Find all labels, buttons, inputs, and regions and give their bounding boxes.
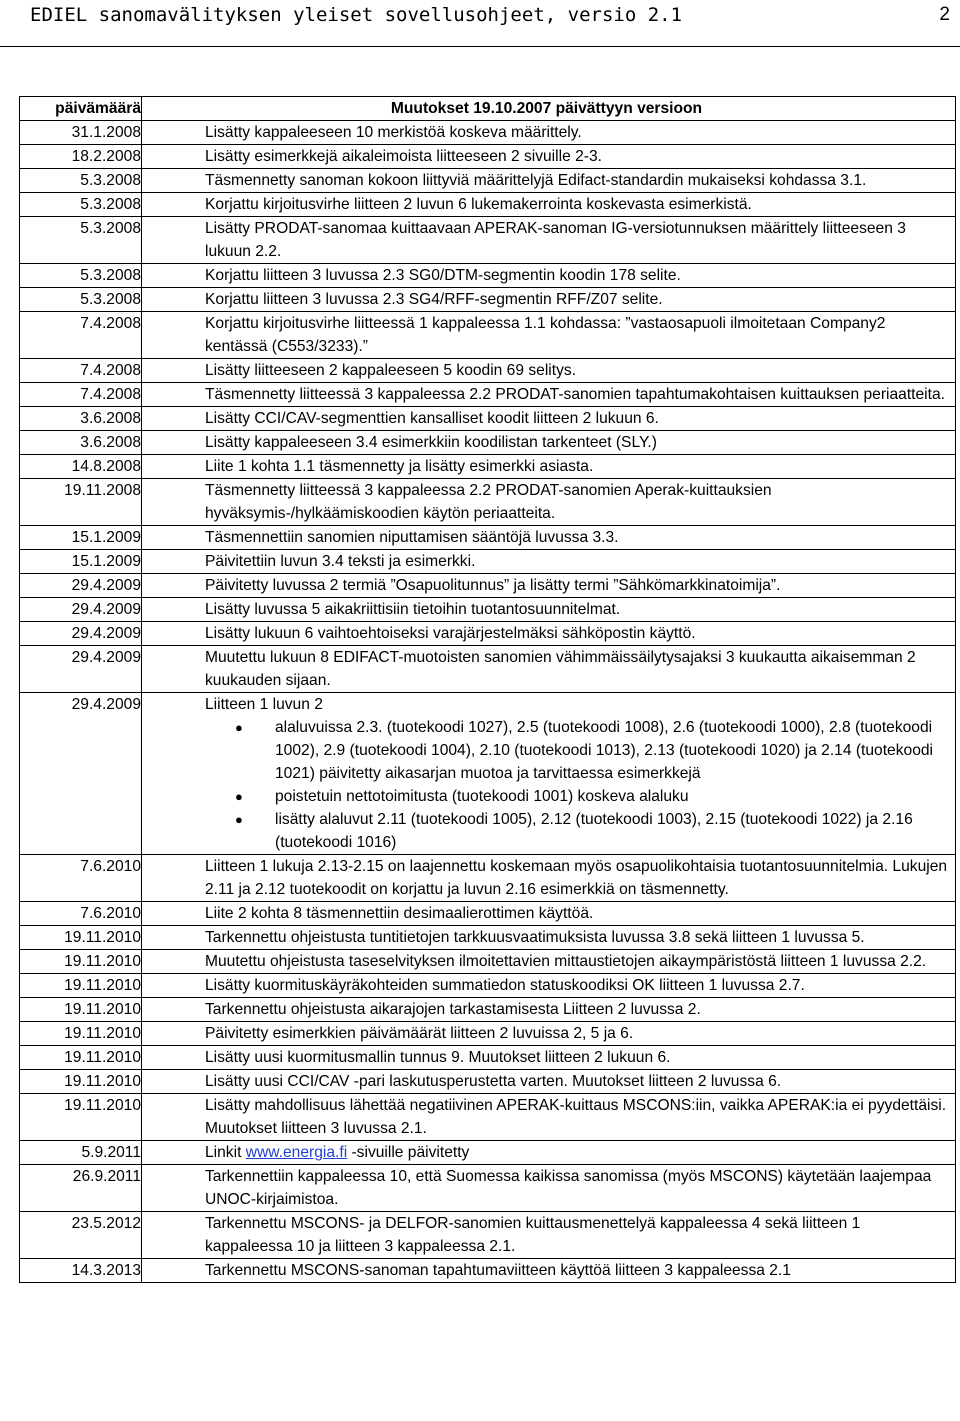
row-description: Liite 1 kohta 1.1 täsmennetty ja lisätty esimerkki asiasta. — [205, 458, 594, 475]
row-description: Tarkennettu MSCONS-sanoman tapahtumaviitteen käyttöä liitteen 3 kappaleessa 2.1 — [205, 1262, 791, 1279]
row-date: 19.11.2008 — [20, 479, 142, 525]
row-description: Muutettu ohjeistusta taseselvityksen ilmoitettavien mittaustietojen aikaympäristöstä liitteen 1 luvussa 2.2. — [205, 953, 927, 970]
row-date: 19.11.2010 — [20, 926, 142, 949]
row-description: Tarkennettiin kappaleessa 10, että Suomessa kaikissa sanomissa (myös MSCONS) käytetään laajempaa UNOC-kirjaimistoa. — [205, 1168, 932, 1208]
row-description: Lisätty PRODAT-sanomaa kuittaavaan APERAK-sanoman IG-versiotunnuksen määrittely liitteeseen 3 lukuun 2.2. — [205, 220, 906, 260]
table-row — [20, 926, 955, 950]
row-date: 5.3.2008 — [20, 288, 142, 311]
row-description: Liitteen 1 lukuja 2.13-2.15 on laajennettu koskemaan myös osapuolikohtaisia tuotantosuunnitelmia. Lukujen 2.11 ja 2.12 tuotekoodit on korjattu ja luvun 2.16 esimerkkiä on täsmennetty. — [205, 858, 948, 898]
page-header — [0, 0, 960, 47]
table-row — [20, 526, 955, 550]
row-description — [142, 693, 955, 854]
table-row — [20, 1094, 955, 1141]
row-description: Täsmennettiin sanomien niputtamisen sääntöjä luvussa 3.3. — [205, 529, 619, 546]
table-row — [20, 950, 955, 974]
row-description: Korjattu liitteen 3 luvussa 2.3 SG4/RFF-segmentin RFF/Z07 selite. — [205, 291, 663, 308]
row-date: 23.5.2012 — [20, 1212, 142, 1258]
row-date: 7.6.2010 — [20, 902, 142, 925]
row-date: 29.4.2009 — [20, 622, 142, 645]
bullet-list — [205, 716, 951, 854]
table-body-1 — [20, 121, 955, 693]
row-date: 19.11.2010 — [20, 974, 142, 997]
row-description: Tarkennettu ohjeistusta aikarajojen tarkastamisesta Liitteen 2 luvussa 2. — [205, 1001, 701, 1018]
table-row — [20, 145, 955, 169]
table-row — [20, 264, 955, 288]
link-prefix-text: Linkit — [205, 1144, 246, 1161]
row-description: Korjattu kirjoitusvirhe liitteen 2 luvun 6 lukemakerrointa koskevasta esimerkistä. — [205, 196, 752, 213]
table-row — [20, 598, 955, 622]
column-header-date: päivämäärä — [20, 97, 142, 120]
table-body-3 — [20, 1165, 955, 1283]
table-row — [20, 217, 955, 264]
row-description: Lisätty uusi kuormitusmallin tunnus 9. Muutokset liitteen 2 lukuun 6. — [205, 1049, 671, 1066]
row-date: 19.11.2010 — [20, 1046, 142, 1069]
table-row — [20, 974, 955, 998]
row-date: 31.1.2008 — [20, 121, 142, 144]
row-date: 18.2.2008 — [20, 145, 142, 168]
table-row — [20, 169, 955, 193]
table-row — [20, 1259, 955, 1283]
table-row — [20, 902, 955, 926]
table-row — [20, 574, 955, 598]
list-item: ● lisätty alaluvut 2.11 (tuotekoodi 1005), 2.12 (tuotekoodi 1003), 2.15 (tuotekoodi 1022) ja 2.16 (tuotekoodi 1016) — [205, 808, 951, 854]
table-row — [20, 1141, 955, 1165]
row-description: Lisätty luvussa 5 aikakriittisiin tietoihin tuotantosuunnitelmat. — [205, 601, 621, 618]
row-date: 5.3.2008 — [20, 264, 142, 287]
row-description: Lisätty uusi CCI/CAV -pari laskutusperustetta varten. Muutokset liitteen 2 luvussa 6. — [205, 1073, 782, 1090]
energia-link[interactable]: www.energia.fi — [245, 1144, 348, 1161]
table-row — [20, 455, 955, 479]
row-description: Täsmennetty liitteessä 3 kappaleessa 2.2 PRODAT-sanomien Aperak-kuittauksien hyväksymis-/hylkäämiskoodien käytön periaatteita. — [205, 482, 772, 522]
row-date: 29.4.2009 — [20, 646, 142, 692]
table-row — [20, 288, 955, 312]
row-description: Tarkennettu ohjeistusta tuntitietojen tarkkuusvaatimuksista luvussa 3.8 sekä liitteen 1 luvussa 5. — [205, 929, 865, 946]
row-date: 15.1.2009 — [20, 550, 142, 573]
row-description: Täsmennetty sanoman kokoon liittyviä määrittelyjä Edifact-standardin mukaiseksi kohdassa 3.1. — [205, 172, 867, 189]
row-date: 5.3.2008 — [20, 169, 142, 192]
row-date: 7.4.2008 — [20, 312, 142, 358]
row-description — [142, 1141, 955, 1164]
table-row — [20, 359, 955, 383]
table-row — [20, 312, 955, 359]
row-date: 7.4.2008 — [20, 359, 142, 382]
table-row — [20, 479, 955, 526]
row-description: Korjattu liitteen 3 luvussa 2.3 SG0/DTM-segmentin koodin 178 selite. — [205, 267, 681, 284]
row-description: Muutettu lukuun 8 EDIFACT-muotoisten sanomien vähimmäissäilytysajaksi 3 kuukautta aikaisemman 2 kuukauden sijaan. — [205, 649, 916, 689]
table-row — [20, 1212, 955, 1259]
row-date: 7.4.2008 — [20, 383, 142, 406]
row-date: 3.6.2008 — [20, 407, 142, 430]
row-description: Lisätty kappaleeseen 3.4 esimerkkiin koodilistan tarkenteet (SLY.) — [205, 434, 657, 451]
row-description: Lisätty kuormituskäyräkohteiden summatiedon statuskoodiksi OK liitteen 1 luvussa 2.7. — [205, 977, 805, 994]
column-header-changes: Muutokset 19.10.2007 päivättyyn versioon — [390, 100, 703, 117]
row-date: 29.4.2009 — [20, 598, 142, 621]
document-title: EDIEL sanomavälityksen yleiset sovellusohjeet, versio 2.1 — [30, 4, 683, 26]
row-description: Korjattu kirjoitusvirhe liitteessä 1 kappaleessa 1.1 kohdassa: ”vastaosapuoli ilmoitetaan Company2 kentässä (C553/3233).” — [205, 315, 886, 355]
table-row — [20, 1046, 955, 1070]
row-date: 3.6.2008 — [20, 431, 142, 454]
change-log-table — [19, 96, 956, 1283]
row-date: 19.11.2010 — [20, 1094, 142, 1140]
row-description: Lisätty kappaleeseen 10 merkistöä koskeva määrittely. — [205, 124, 582, 141]
row-description: Päivitettiin luvun 3.4 teksti ja esimerkki. — [205, 553, 476, 570]
table-row — [20, 1165, 955, 1212]
row-date: 5.9.2011 — [20, 1141, 142, 1164]
table-row — [20, 550, 955, 574]
link-suffix-text: -sivuille päivitetty — [347, 1144, 470, 1161]
row-date: 19.11.2010 — [20, 1022, 142, 1045]
table-header-row — [20, 97, 955, 121]
table-row — [20, 855, 955, 902]
row-date: 5.3.2008 — [20, 217, 142, 263]
row-date: 19.11.2010 — [20, 950, 142, 973]
row-date: 19.11.2010 — [20, 1070, 142, 1093]
row-description: Liite 2 kohta 8 täsmennettiin desimaalierottimen käyttöä. — [205, 905, 594, 922]
row-description: Lisätty liitteeseen 2 kappaleeseen 5 koodin 69 selitys. — [205, 362, 577, 379]
row-description: Lisätty esimerkkejä aikaleimoista liitteeseen 2 sivuille 2-3. — [205, 148, 602, 165]
table-row — [20, 1070, 955, 1094]
row-date: 29.4.2009 — [20, 693, 142, 854]
row-description: Päivitetty esimerkkien päivämäärät liitteen 2 luvuissa 2, 5 ja 6. — [205, 1025, 634, 1042]
row-date: 14.8.2008 — [20, 455, 142, 478]
row-description: Päivitetty luvussa 2 termiä ”Osapuolitunnus” ja lisätty termi ”Sähkömarkkinatoimija”. — [205, 577, 781, 594]
row-date: 29.4.2009 — [20, 574, 142, 597]
list-item: ● alaluvuissa 2.3. (tuotekoodi 1027), 2.5 (tuotekoodi 1008), 2.6 (tuotekoodi 1000), 2.8 (tuotekoodi 1002), 2.9 (tuotekoodi 1004), 2.10 (tuotekoodi 1013), 2.13 (tuotekoodi 1020) ja 2.14 (tuotekoodi 1021) päivitetty aikasarjan muotoa ja tarvittaessa esimerkkejä — [205, 716, 951, 785]
row-description: Lisätty mahdollisuus lähettää negatiivinen APERAK-kuittaus MSCONS:iin, vaikka APERAK:ia ei pyydettäisi. Muutokset liitteen 3 luvussa 2.1. — [205, 1097, 947, 1137]
table-row — [20, 383, 955, 407]
row-date: 5.3.2008 — [20, 193, 142, 216]
row-description: Täsmennetty liitteessä 3 kappaleessa 2.2 PRODAT-sanomien tapahtumakohtaisen kuittauksen periaatteita. — [205, 386, 945, 403]
table-row — [20, 407, 955, 431]
table-row — [20, 998, 955, 1022]
row-date: 19.11.2010 — [20, 998, 142, 1021]
list-item: ● poistetuin nettotoimitusta (tuotekoodi 1001) koskeva alaluku — [205, 785, 951, 808]
row-description: Lisätty lukuun 6 vaihtoehtoiseksi varajärjestelmäksi sähköpostin käyttö. — [205, 625, 696, 642]
table-row — [20, 193, 955, 217]
table-row — [20, 693, 955, 855]
row-date: 14.3.2013 — [20, 1259, 142, 1282]
table-body-2 — [20, 855, 955, 1141]
table-row — [20, 121, 955, 145]
row-date: 7.6.2010 — [20, 855, 142, 901]
page-number: 2 — [939, 4, 950, 25]
row-date: 15.1.2009 — [20, 526, 142, 549]
row-description: Tarkennettu MSCONS- ja DELFOR-sanomien kuittausmenettelyä kappaleessa 4 sekä liitteen 1 kappaleessa 10 ja liitteen 3 kappaleessa 2.1. — [205, 1215, 861, 1255]
row-description: Lisätty CCI/CAV-segmenttien kansalliset koodit liitteen 2 lukuun 6. — [205, 410, 659, 427]
table-row — [20, 622, 955, 646]
row-text: Liitteen 1 luvun 2 — [205, 696, 323, 713]
table-row — [20, 646, 955, 693]
table-row — [20, 431, 955, 455]
row-date: 26.9.2011 — [20, 1165, 142, 1211]
table-row — [20, 1022, 955, 1046]
